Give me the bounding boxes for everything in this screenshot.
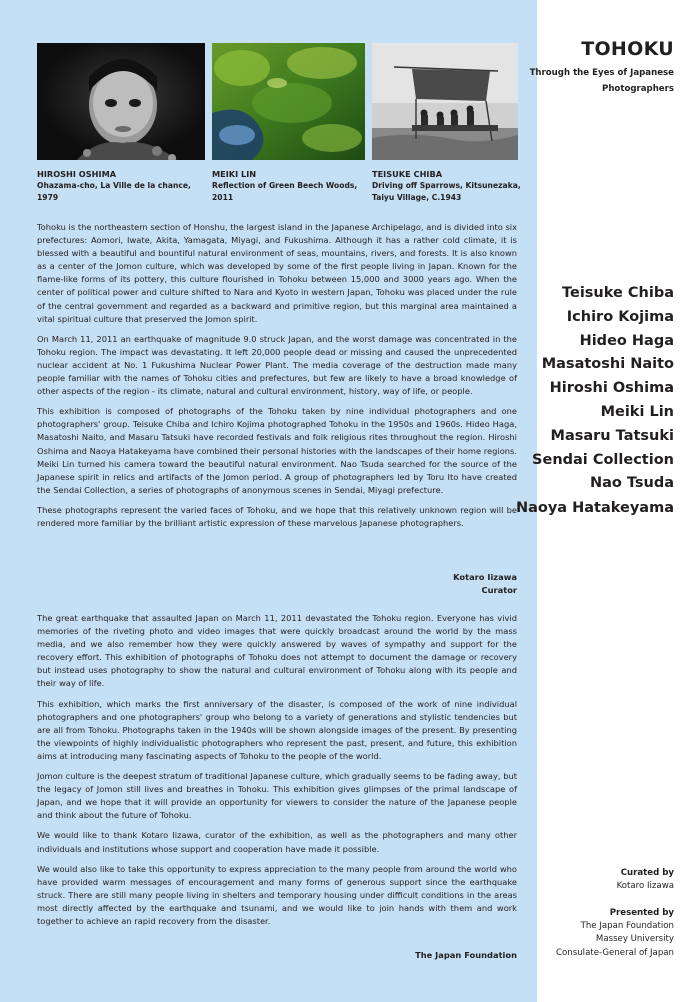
presenter: Massey University [595, 934, 674, 945]
curated-by-label: Curated by [620, 868, 674, 878]
curator-name: Kotaro Iizawa [453, 572, 517, 582]
photographer-name: Ichiro Kojima [566, 308, 674, 325]
caption-title: Driving off Sparrows, Kitsunezaka, Taiyu Village, C.1943 [372, 181, 521, 202]
photographer-list [514, 282, 674, 517]
foundation-signature: The Japan Foundation [415, 950, 517, 960]
presenter: Consulate-General of Japan [556, 947, 674, 958]
photographer-name: Hideo Haga [579, 332, 674, 349]
paragraph: On March 11, 2011 an earthquake of magnitude 9.0 struck Japan, and the worst damage was concentrated in the Tohoku region. The impact was devastating. It left 20,000 people dead or missing and caused the unprecedented nuclear accident at No. 1 Fukushima Nuclear Power Plant. The media coverage of the destruction made many people familiar with the names of Tohoku cities and prefectures, but few are likely to have a broad knowledge of other aspects of the region - its climate, natural and cultural environment, history, way of life, or people. [37, 333, 517, 397]
presented-by-label: Presented by [609, 908, 674, 918]
paragraph: This exhibition, which marks the first anniversary of the disaster, is composed of the work of nine individual photographers and one photographers' group who belong to a variety of generations and stylistic tendencies but are all from Tohoku. Photographs taken in the 1940s will be shown alongside images of the present. By presenting the viewpoints of highly individualistic photographers who represent the past, present, and future, this exhibition aims at introducing many fascinating aspects of Tohoku to the people of the world. [37, 698, 517, 761]
photographer-name: Meiki Lin [600, 403, 674, 420]
presenter: The Japan Foundation [580, 921, 674, 932]
curator-role: Curator [481, 585, 517, 595]
curated-by-block [514, 867, 674, 893]
photographer-name: Nao Tsuda [589, 475, 674, 492]
paragraph: We would also like to take this opportunity to express appreciation to the many people from around the world who have provided warm messages of encouragement and many forms of generous support since the earthquake struck. There are still many people living in shelters and temporary housing under difficult conditions in the areas most directly affected by the earthquake and tsunami, and we would like to join hands with them and work together to achieve an rapid recovery from the disaster. [37, 863, 517, 926]
photo-lin [212, 43, 365, 160]
curator-essay [37, 221, 517, 530]
caption-lin [212, 168, 370, 204]
photographer-name: Hiroshi Oshima [549, 380, 674, 397]
paragraph: Jomon culture is the deepest stratum of traditional Japanese culture, which gradually seems to be fading away, but the legacy of Jomon still lives and breathes in Tohoku. This exhibition gives glimpses of the primal landscape of Japan, and we hope that it will provide an opportunity for viewers to consider the nature of the Japanese people and think about the future of Tohoku. [37, 771, 517, 821]
caption-oshima [37, 168, 207, 204]
photographer-name: Teisuke Chiba [562, 285, 674, 301]
paragraph: Tohoku is the northeastern section of Honshu, the largest island in the Japanese Archipelago, and is divided into six prefectures: Aomori, Iwate, Akita, Yamagata, Miyagi, and Fukushima. Although it has a rather cold climate, it is blessed with a beautiful and bountiful natural environment of seas, mountains, rivers, and forests. It is also known as a center of the Jomon culture, which was developed by some of the first people living in Japan. Known for the flame-like forms of its pottery, this culture flourished in Tohoku between 15,000 and 3000 years ago. When the center of political power and culture shifted to Nara and Kyoto in western Japan, Tohoku was placed under the rule of the central government and regarded as a backward and primitive region, but this marginal area maintained a vital spiritual culture that preserved the Jomon spirit. [37, 222, 517, 324]
caption-title: Ohazama-cho, La Ville de la chance, 1979 [37, 181, 191, 202]
paragraph: We would like to thank Kotaro Iizawa, curator of the exhibition, as well as the photographers and many other individuals and institutions whose support and cooperation have made it possible. [37, 830, 517, 854]
photographer-name: Sendai Collection [532, 451, 674, 468]
presented-by-block [514, 907, 674, 960]
curated-by-name: Kotaro Iizawa [616, 881, 674, 892]
caption-name: MEIKI LIN [212, 169, 257, 179]
foundation-essay [37, 612, 517, 928]
photo-oshima [37, 43, 205, 160]
caption-title: Reflection of Green Beech Woods, 2011 [212, 181, 358, 202]
photographer-name: Naoya Hatakeyama [515, 500, 674, 517]
caption-name: TEISUKE CHIBA [372, 169, 443, 179]
curator-signature [37, 571, 517, 597]
exhibition-subtitle: Through the Eyes of Japanese Photographers [529, 68, 674, 94]
caption-name: HIROSHI OSHIMA [37, 169, 117, 179]
sidebar [515, 0, 700, 1002]
photographer-name: Masatoshi Naito [541, 356, 674, 373]
paragraph: The great earthquake that assaulted Japan on March 11, 2011 devastated the Tohoku region. Everyone has vivid memories of the riveting photo and video images that were quickly broadcast around the world by the mass media, and we also remember how they were quickly answered by waves of sympathy and support for the recovery effort. This exhibition of photographs of Tohoku does not attempt to document the damage or recovery but instead uses photography to show the natural and cultural environment of Tohoku along with its people and their way of life. [37, 613, 517, 689]
photographer-name: Masaru Tatsuki [550, 427, 674, 444]
paragraph: This exhibition is composed of photographs of the Tohoku taken by nine individual photographers and one photographers' group. Teisuke Chiba and Ichiro Kojima photographed Tohoku in the 1950s and 1960s. Hideo Haga, Masatoshi Naito, and Masaru Tatsuki have recorded festivals and folk religious rites throughout the region. Hiroshi Oshima and Naoya Hatakeyama have combined their personal histories with the landscapes of their home regions. Meiki Lin turned his camera toward the beautiful natural environment. Nao Tsuda searched for the source of the Japanese spirit in relics and artifacts of the Jomon period. A group of photographers led by Toru Ito have created the Sendai Collection, a series of photographs of anonymous scenes in Sendai, Miyagi prefecture. [37, 406, 517, 495]
photo-chiba [372, 43, 518, 160]
paragraph: These photographs represent the varied faces of Tohoku, and we hope that this relatively unknown region will be rendered more familiar by the brilliant artistic expression of these marvelous Japanese photographers. [37, 504, 517, 528]
caption-chiba [372, 168, 522, 204]
exhibition-title: TOHOKU [581, 38, 674, 60]
